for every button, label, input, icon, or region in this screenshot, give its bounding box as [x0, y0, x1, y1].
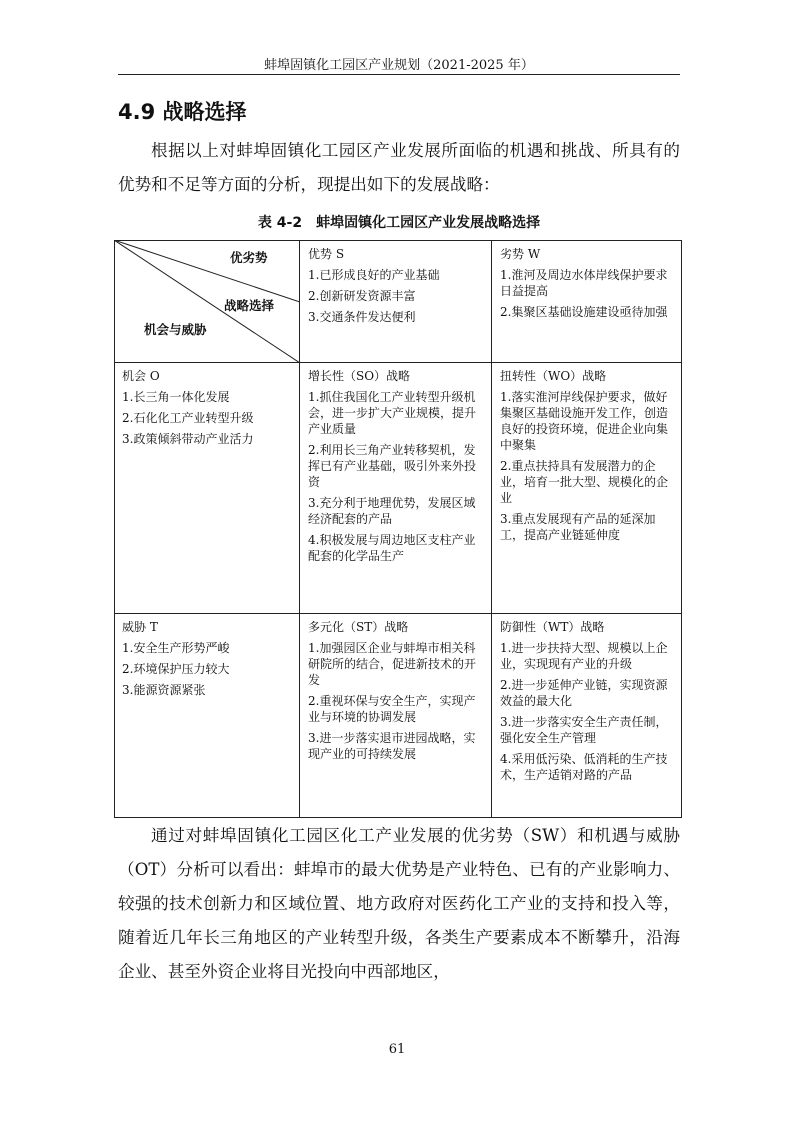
so-strategy-title: 增长性（SO）战略 — [308, 369, 411, 383]
section-heading: 4.9 战略选择 — [118, 100, 247, 124]
list-item: 3.政策倾斜带动产业活力 — [122, 432, 254, 446]
corner-label-opportunities-threats: 机会与威胁 — [144, 322, 207, 337]
list-item: 3.进一步落实安全生产责任制，强化安全生产管理 — [500, 715, 668, 745]
intro-paragraph: 根据以上对蚌埠固镇化工园区产业发展所面临的机遇和挑战、所具有的优势和不足等方面的分析，现提出如下的发展战略： — [118, 141, 680, 194]
table-divider-col2 — [491, 240, 492, 818]
list-item: 1.安全生产形势严峻 — [122, 641, 230, 655]
st-strategy-cell — [308, 619, 484, 767]
table-border-right — [681, 240, 682, 818]
so-strategy-cell — [308, 368, 484, 569]
list-item: 1.落实淮河岸线保护要求，做好集聚区基础设施开发工作，创造良好的投资环境，促进企业向集中聚集 — [500, 390, 669, 452]
opportunities-list — [122, 389, 294, 447]
list-item: 2.石化化工产业转型升级 — [122, 411, 254, 425]
threats-title: 威胁 T — [122, 620, 158, 634]
so-strategy-list — [308, 389, 484, 564]
list-item: 2.创新研发资源丰富 — [308, 289, 416, 303]
list-item: 2.重点扶持具有发展潜力的企业，培育一批大型、规模化的企业 — [500, 459, 669, 505]
weaknesses-cell — [500, 246, 676, 325]
wo-strategy-title: 扭转性（WO）战略 — [500, 369, 607, 383]
list-item: 1.抓住我国化工产业转型升级机会，进一步扩大产业规模，提升产业质量 — [308, 390, 477, 436]
list-item: 2.利用长三角产业转移契机，发挥已有产业基础，吸引外来外投资 — [308, 443, 477, 489]
corner-label-strengths-weaknesses: 优劣势 — [230, 250, 268, 265]
list-item: 1.进一步扶持大型、规模以上企业，实现现有产业的升级 — [500, 641, 668, 671]
list-item: 2.进一步延伸产业链，实现资源效益的最大化 — [500, 678, 668, 708]
analysis-paragraph: 通过对蚌埠固镇化工园区化工产业发展的优劣势（SW）和机遇与威胁（OT）分析可以看出：蚌埠市的最大优势是产业特色、已有的产业影响力、较强的技术创新力和区域位置、地方政府对医药化工产业的支持和投入等，随着近几年长三角地区的产业转型升级，各类生产要素成本不断攀升，沿海企业、甚至外资企业将目光投向中西部地区， — [118, 826, 680, 981]
st-strategy-title: 多元化（ST）战略 — [308, 620, 409, 634]
list-item: 3.交通条件发达便利 — [308, 310, 416, 324]
wo-strategy-cell — [500, 368, 676, 548]
strengths-title: 优势 S — [308, 247, 345, 261]
list-item: 1.淮河及周边水体岸线保护要求日益提高 — [500, 268, 668, 298]
list-item: 1.已形成良好的产业基础 — [308, 268, 440, 282]
list-item: 4.采用低污染、低消耗的生产技术，生产适销对路的产品 — [500, 752, 668, 782]
page-number: 61 — [388, 1042, 406, 1057]
wt-strategy-cell — [500, 619, 676, 788]
table-border-bottom — [114, 817, 682, 818]
swot-table — [114, 240, 682, 818]
list-item: 3.能源资源紧张 — [122, 683, 206, 697]
list-item: 3.重点发展现有产品的延深加工，提高产业链延伸度 — [500, 512, 656, 542]
list-item: 1.长三角一体化发展 — [122, 390, 230, 404]
list-item: 3.进一步落实退市进园战略，实现产业的可持续发展 — [308, 731, 476, 761]
opportunities-title: 机会 O — [122, 369, 160, 383]
table-caption: 表 4-2 蚌埠固镇化工园区产业发展战略选择 — [257, 215, 541, 231]
wt-strategy-list — [500, 640, 676, 783]
corner-diagonal-upper — [114, 240, 300, 302]
wt-strategy-title: 防御性（WT）战略 — [500, 620, 605, 634]
corner-label-strategy: 战略选择 — [224, 298, 275, 313]
threats-cell — [122, 619, 294, 703]
wo-strategy-list — [500, 389, 676, 543]
opportunities-cell — [122, 368, 294, 452]
list-item: 3.充分利于地理优势，发展区域经济配套的产品 — [308, 496, 476, 526]
list-item: 4.积极发展与周边地区支柱产业配套的化学品生产 — [308, 533, 476, 563]
list-item: 2.环境保护压力较大 — [122, 662, 230, 676]
list-item: 2.集聚区基础设施建设亟待加强 — [500, 305, 668, 319]
list-item: 1.加强园区企业与蚌埠市相关科研院所的结合，促进新技术的开发 — [308, 641, 477, 687]
weaknesses-title: 劣势 W — [500, 247, 541, 261]
st-strategy-list — [308, 640, 484, 762]
header-rule — [118, 74, 680, 75]
list-item: 2.重视环保与安全生产，实现产业与环境的协调发展 — [308, 694, 476, 724]
threats-list — [122, 640, 294, 698]
running-header: 蚌埠固镇化工园区产业规划（2021-2025 年） — [264, 58, 534, 73]
strengths-cell — [308, 246, 484, 330]
weaknesses-list — [500, 267, 676, 320]
table-divider-row2 — [114, 613, 682, 614]
strengths-list — [308, 267, 484, 325]
